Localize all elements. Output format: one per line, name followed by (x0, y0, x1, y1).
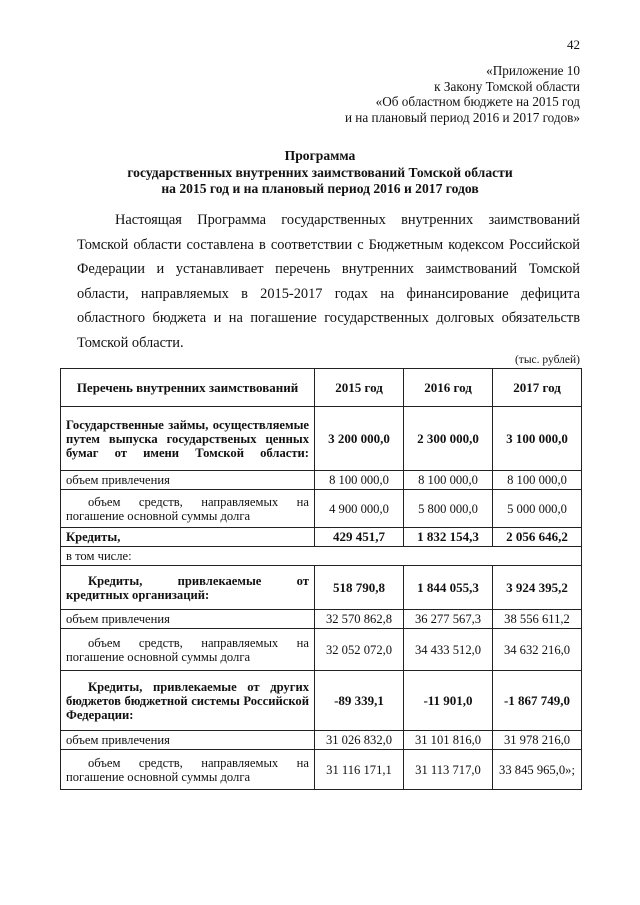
value-cell: 429 451,7 (315, 528, 404, 547)
value-cell: 2 300 000,0 (404, 407, 493, 471)
row-label: объем средств, направляемых на погашение основной суммы долга (61, 629, 315, 671)
table-row (61, 490, 582, 528)
value-cell: 31 978 216,0 (493, 731, 582, 750)
value-cell: 3 100 000,0 (493, 407, 582, 471)
table-header-row (61, 369, 582, 407)
row-label: объем привлечения (61, 731, 315, 750)
annex-line: и на плановый период 2016 и 2017 годов» (344, 109, 580, 125)
row-label: объем средств, направляемых на погашение основной суммы долга (61, 490, 315, 528)
title-line: Программа (284, 148, 356, 163)
value-cell: 31 116 171,1 (315, 750, 404, 790)
value-cell: 34 433 512,0 (404, 629, 493, 671)
table-row (61, 528, 582, 547)
value-cell: 1 844 055,3 (404, 566, 493, 610)
value-cell: 8 100 000,0 (315, 471, 404, 490)
document-title (60, 148, 580, 198)
value-cell: 518 790,8 (315, 566, 404, 610)
value-cell: 33 845 965,0»; (493, 750, 582, 790)
intro-text: Настоящая Программа государственных внутренних заимствований Томской области составлена в соответствии с Бюджетным кодексом Российской Федерации и устанавливает перечень внутренних заимствований Томской области, направляемых в 2015-2017 годах на финансирование дефицита областного бюджета и на погашение государственных долговых обязательств Томской области. (77, 212, 580, 351)
table-row (61, 750, 582, 790)
value-cell: 32 570 862,8 (315, 610, 404, 629)
value-cell: 8 100 000,0 (493, 471, 582, 490)
value-cell: -89 339,1 (315, 671, 404, 731)
header-cell: 2016 год (404, 369, 493, 407)
value-cell: 3 924 395,2 (493, 566, 582, 610)
table-row (61, 629, 582, 671)
value-cell: 2 056 646,2 (493, 528, 582, 547)
annex-line: «Об областном бюджете на 2015 год (375, 94, 580, 109)
title-line: государственных внутренних заимствований Томской области (127, 164, 513, 180)
row-label: объем привлечения (61, 610, 315, 629)
value-cell: 32 052 072,0 (315, 629, 404, 671)
value-cell: 5 800 000,0 (404, 490, 493, 528)
value-cell: 8 100 000,0 (404, 471, 493, 490)
unit-label: (тыс. рублей) (514, 354, 580, 366)
header-cell: 2015 год (315, 369, 404, 407)
table-row (61, 566, 582, 610)
annex-line: к Закону Томской области (434, 78, 580, 94)
table-row (61, 471, 582, 490)
row-label: Кредиты, привлекаемые от кредитных организаций: (61, 566, 315, 610)
value-cell: 1 832 154,3 (404, 528, 493, 547)
annex-line: «Приложение 10 (486, 63, 580, 78)
borrowing-table (60, 368, 582, 790)
value-cell: -11 901,0 (404, 671, 493, 731)
page-number: 42 (567, 37, 580, 52)
table-row (61, 547, 582, 566)
header-cell: 2017 год (493, 369, 582, 407)
value-cell: 31 101 816,0 (404, 731, 493, 750)
value-cell: -1 867 749,0 (493, 671, 582, 731)
value-cell: 36 277 567,3 (404, 610, 493, 629)
intro-paragraph (77, 208, 580, 356)
header-cell: Перечень внутренних заимствований (61, 369, 315, 407)
row-label: Кредиты, привлекаемые от других бюджетов бюджетной системы Российской Федерации: (61, 671, 315, 731)
table-row (61, 671, 582, 731)
row-label: объем средств, направляемых на погашение основной суммы долга (61, 750, 315, 790)
value-cell: 31 026 832,0 (315, 731, 404, 750)
value-cell: 31 113 717,0 (404, 750, 493, 790)
value-cell: 5 000 000,0 (493, 490, 582, 528)
value-cell: 34 632 216,0 (493, 629, 582, 671)
value-cell: 38 556 611,2 (493, 610, 582, 629)
value-cell: 3 200 000,0 (315, 407, 404, 471)
value-cell: 4 900 000,0 (315, 490, 404, 528)
table-row (61, 407, 582, 471)
title-line: на 2015 год и на плановый период 2016 и 2017 годов (161, 181, 479, 196)
row-label: в том числе: (61, 547, 582, 566)
table-row (61, 610, 582, 629)
row-label: объем привлечения (61, 471, 315, 490)
annex-header (345, 63, 580, 125)
row-label: Кредиты, (61, 528, 315, 547)
table-row (61, 731, 582, 750)
row-label: Государственные займы, осуществляемые путем выпуска государственых ценных бумаг от имени Томской области: (61, 407, 315, 471)
